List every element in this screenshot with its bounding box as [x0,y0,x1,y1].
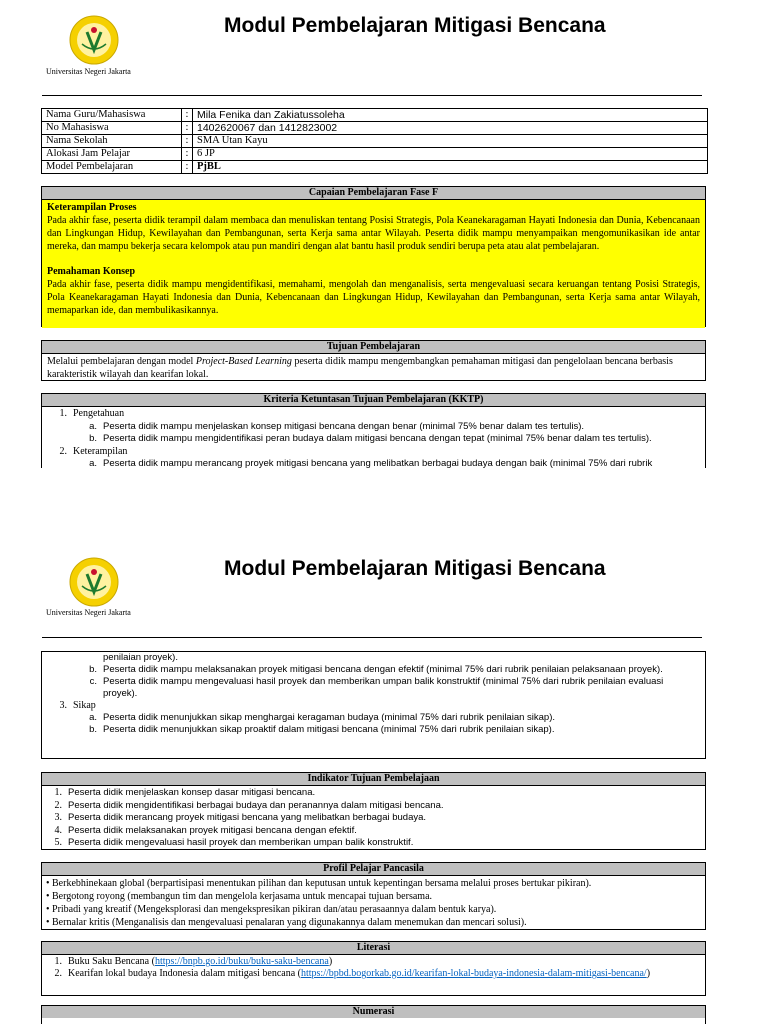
item-number: 1. [54,956,62,967]
kktp-body [42,407,705,472]
item-letter [85,652,103,664]
info-row [42,135,708,148]
item-text: Peserta didik mengidentifikasi berbagai budaya dan peranannya dalam mitigasi bencana. [68,799,444,811]
konsep-text: Pada akhir fase, peserta didik mampu mengidentifikasi, memahami, mengolah dan menganalisis, serta mengevaluasi secara keruangan tentang Posisi Strategis, Pola Keanekaragaman Hayati Indonesia dan Dunia, Kebencanaan dan Lingkungan Hidup, Kewilayahan dan Pembangunan, serta Kerja sama antar Wilayah, memaparkan ide, dan membulikasikannya. [47,279,700,316]
item-number: 4. [54,824,62,836]
profil-body [42,876,705,930]
info-label: Nama Sekolah [42,135,182,148]
item-text: Peserta didik menunjukkan sikap menghargai keragaman budaya (minimal 75% dari rubrik penilaian sikap). [103,712,556,723]
university-logo [68,556,120,608]
item-text: Peserta didik mampu menjelaskan konsep mitigasi bencana dengan benar (minimal 75% benar dalam tes tertulis). [103,420,585,432]
item-number: 2. [54,799,62,811]
item-number: 2. [59,445,67,457]
info-label: Model Pembelajaran [42,161,182,174]
item-text: Peserta didik mampu mengidentifikasi peran budaya dalam mitigasi bencana dengan tepat (minimal 75% benar dalam tes tertulis). [103,433,652,444]
section-heading: Tujuan Pembelajaran [42,341,705,354]
info-row [42,109,708,122]
info-value: PjBL [193,161,708,174]
literasi-body [42,955,705,981]
university-name: Universitas Negeri Jakarta [46,67,131,76]
item-letter: a. [89,458,97,469]
proses-text: Pada akhir fase, peserta didik terampil dalam membaca dan menuliskan tentang Posisi Strategis, Pola Keanekaragaman Hayati Indonesia dan Dunia, Kebencanaan dan Lingkungan Hidup, Kewilayahan dan Pembangunan, serta Kerja sama antar Wilayah. Peserta didik mampu menyampaikan mengomunikasikan ide antar mereka, dan mampu bekerja secara kelompok atau pun mandiri dengan alat bantu hasil produk sendiri berupa peta atau alat pembelajaran. [47,215,700,252]
section-heading: Profil Pelajar Pancasila [42,863,705,876]
item-letter: c. [89,676,97,687]
info-row [42,148,708,161]
info-value: Mila Fenika dan Zakiatussoleha [193,109,708,122]
list-item [42,787,700,800]
list-item [47,408,700,421]
info-colon: : [182,135,193,148]
literasi-section [41,941,706,996]
indikator-body [42,786,705,851]
info-label: No Mahasiswa [42,122,182,135]
info-label: Alokasi Jam Pelajar [42,148,182,161]
item-letter: a. [89,420,97,432]
proses-title: Keterampilan Proses [47,202,137,213]
item-text: Bergotong royong (membangun tim dan mengelola kerjasama untuk mencapai tujuan bersama. [52,891,433,902]
kktp-body-continued [42,652,705,737]
list-item [47,433,700,446]
info-value: 1402620067 dan 1412823002 [193,122,708,135]
item-text: Pribadi yang kreatif (Mengeksplorasi dan mengekspresikan pikiran dan/atau perasaannya dalam bentuk karya). [52,904,497,915]
item-text: Peserta didik mampu mengevaluasi hasil proyek dan memberikan umpan balik konstruktif (minimal 75% dari rubrik penilaian evaluasi proyek). [103,676,664,699]
info-row [42,161,708,174]
item-text: Peserta didik mampu melaksanakan proyek mitigasi bencana dengan efektif (minimal 75% dari rubrik penilaian pelaksanaan proyek). [103,664,663,675]
item-text: Pengetahuan [73,408,125,419]
list-item [47,724,700,736]
item-text: penilaian proyek). [103,652,178,663]
item-text: Peserta didik menjelaskan konsep dasar mitigasi bencana. [68,787,316,798]
info-colon: : [182,122,193,135]
info-colon: : [182,161,193,174]
page-title: Modul Pembelajaran Mitigasi Bencana [224,14,606,37]
section-heading: Capaian Pembelajaran Fase F [42,187,705,200]
page-title: Modul Pembelajaran Mitigasi Bencana [224,557,606,580]
section-heading: Numerasi [42,1006,705,1018]
item-text: Bernalar kritis (Menganalisis dan mengevaluasi penalaran yang digunakannya dalam menemukan dan mencari solusi). [52,917,527,928]
info-value: 6 JP [193,148,708,161]
item-text: Peserta didik merancang proyek mitigasi bencana yang melibatkan berbagai budaya. [68,812,427,823]
list-item [47,712,700,724]
item-letter: a. [89,712,97,723]
item-text: Peserta didik menunjukkan sikap proaktif dalam mitigasi bencana (minimal 75% dari rubrik penilaian sikap). [103,724,555,735]
item-text-end: ) [646,968,651,979]
list-item [47,700,700,712]
list-item: • Berkebhinekaan global (berpartisipasi menentukan pilihan dan keputusan untuk kepentingan bersama melalui proses bertukar pikiran). [46,878,592,889]
konsep-title: Pemahaman Konsep [47,266,136,277]
item-text: Sikap [73,700,96,711]
numerasi-section [41,1005,706,1024]
info-label: Nama Guru/Mahasiswa [42,109,182,122]
item-text: Kearifan lokal budaya Indonesia dalam mitigasi bencana ( [68,968,301,979]
capaian-section [41,186,706,327]
list-item [47,446,700,459]
item-number: 3. [59,700,67,711]
item-text: Peserta didik mampu merancang proyek mitigasi bencana yang melibatkan berbagai budaya dengan baik (minimal 75% dari rubrik [103,458,653,469]
list-item: • Bernalar kritis (Menganalisis dan mengevaluasi penalaran yang digunakannya dalam menemukan dan mencari solusi). [46,917,527,928]
info-colon: : [182,148,193,161]
item-number: 2. [54,968,62,979]
item-letter: b. [89,433,97,444]
section-heading: Indikator Tujuan Pembelajaan [42,773,705,786]
kktp-section [41,393,706,468]
item-text: Keterampilan [73,445,128,457]
section-heading: Literasi [42,942,705,955]
list-item [42,837,700,850]
list-item: • Bergotong royong (membangun tim dan mengelola kerjasama untuk mencapai tujuan bersama. [46,891,433,902]
tujuan-body [42,354,705,382]
header-divider [42,95,702,96]
university-name: Universitas Negeri Jakarta [46,608,131,617]
item-text: Buku Saku Bencana ( [68,956,155,967]
item-letter: b. [89,724,97,735]
capaian-body [42,200,705,328]
item-number: 1. [54,787,62,798]
list-item [42,800,700,813]
identity-table [41,108,708,174]
reference-link[interactable]: https://bnpb.go.id/buku/buku-saku-bencana [154,956,329,967]
list-item [47,458,700,471]
item-number: 1. [59,408,67,419]
indikator-section [41,772,706,850]
item-letter: b. [89,664,97,675]
section-heading: Kriteria Ketuntasan Tujuan Pembelajaran (KKTP) [42,394,705,407]
list-item [42,812,700,825]
info-row [42,122,708,135]
list-item: • Pribadi yang kreatif (Mengeksplorasi dan mengekspresikan pikiran dan/atau perasaannya dalam bentuk karya). [46,904,497,915]
tujuan-text: Melalui pembelajaran dengan model [47,356,196,367]
tujuan-model: Project-Based Learning [195,356,292,367]
reference-link[interactable]: https://bpbd.bogorkab.go.id/kearifan-lokal-budaya-indonesia-dalam-mitigasi-bencana/ [300,968,647,979]
info-value: SMA Utan Kayu [193,135,708,148]
list-item [47,652,700,664]
list-item [47,664,700,676]
item-text: Peserta didik melaksanakan proyek mitigasi bencana dengan efektif. [68,824,357,836]
list-item [47,421,700,434]
list-item [42,825,700,838]
header-divider [42,637,702,638]
tujuan-section [41,340,706,381]
tujuan-text-end: peserta didik mampu mengembangkan pemahaman mitigasi dan pengelolaan bencana berbasis karakteristik wilayah dan kearifan lokal. [47,356,673,380]
profil-section [41,862,706,930]
kktp-continued [41,651,706,759]
list-item [42,968,700,980]
item-text: Berkebhinekaan global (berpartisipasi menentukan pilihan dan keputusan untuk kepentingan bersama melalui proses bertukar pikiran). [52,878,592,889]
list-item [47,676,700,700]
item-text-end: ) [328,956,333,967]
university-logo [68,14,120,66]
info-colon: : [182,109,193,122]
item-number: 5. [54,837,62,848]
item-number: 3. [54,812,62,823]
list-item [42,956,700,968]
item-text: Peserta didik mengevaluasi hasil proyek dan memberikan umpan balik konstruktif. [68,837,414,848]
